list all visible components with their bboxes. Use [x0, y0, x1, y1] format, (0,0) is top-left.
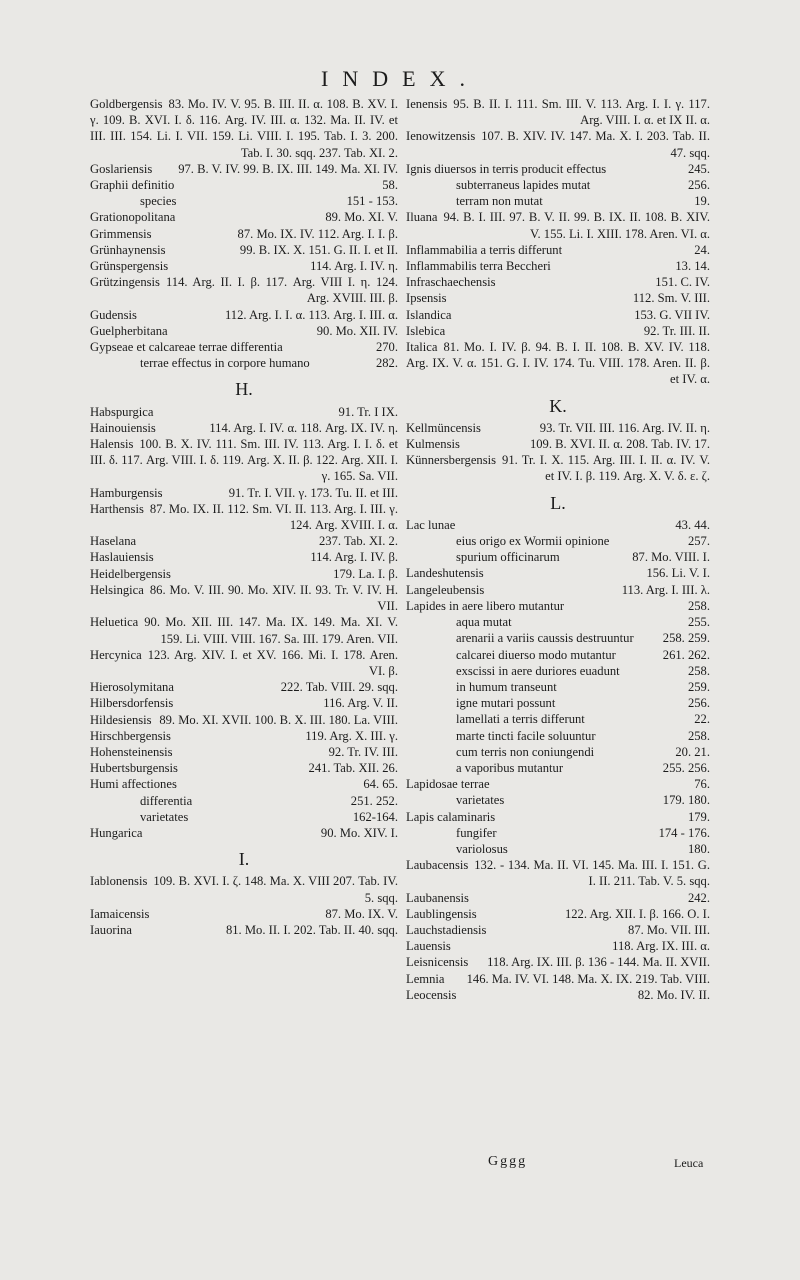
- entry-references: 113. Arg. I. III. λ.: [621, 582, 710, 597]
- index-column-right: [406, 96, 710, 1003]
- index-entry: [406, 776, 710, 792]
- entry-references: 258.: [687, 663, 710, 678]
- entry-term: varietates: [456, 793, 505, 808]
- entry-term: Lac lunae: [406, 517, 456, 532]
- catchword: Leuca: [674, 1156, 704, 1170]
- entry-term: Habspurgica: [90, 404, 154, 419]
- entry-term: lamellati a terris differunt: [456, 712, 585, 727]
- entry-references: 64. 65.: [363, 777, 398, 792]
- entry-term: Hilbersdorfensis: [90, 696, 174, 711]
- entry-term: Landeshutensis: [406, 566, 484, 581]
- entry-term: Heidelbergensis: [90, 566, 171, 581]
- entry-references: 90. Mo. XII. III. 147. Ma. IX. 149. Ma. XI. V. 159. Li. VIII. VIII. 167. Sa. III. 179. Aren. VII.: [144, 615, 398, 646]
- entry-term: Hildesiensis: [90, 712, 152, 727]
- entry-term: Harthensis: [90, 501, 144, 516]
- entry-term: Lauensis: [406, 939, 451, 954]
- index-entry: [90, 307, 398, 323]
- index-entry: [90, 922, 398, 938]
- index-entry: [406, 938, 710, 954]
- entry-references: 114. Arg. I. IV. β.: [310, 550, 398, 565]
- entry-references: 20. 21.: [675, 744, 710, 759]
- entry-references: 109. B. XVI. I. ζ. 148. Ma. X. VIII 207. Tab. IV. 5. sqq.: [153, 874, 398, 905]
- index-entry: [406, 809, 710, 825]
- entry-term: aqua mutat: [456, 615, 512, 630]
- entry-references: 242.: [687, 890, 710, 905]
- index-entry: [90, 695, 398, 711]
- index-entry: [406, 339, 710, 388]
- index-entry: [456, 792, 710, 808]
- entry-references: 237. Tab. XI. 2.: [319, 534, 398, 549]
- index-column-left: [90, 96, 398, 938]
- entry-references: 118. Arg. IX. III. α.: [612, 939, 710, 954]
- index-entry: [90, 582, 398, 614]
- entry-references: 179. 180.: [662, 793, 710, 808]
- entry-references: 258. 259.: [662, 631, 710, 646]
- index-entry: [456, 549, 710, 565]
- index-entry: [90, 161, 398, 177]
- index-entry: [90, 258, 398, 274]
- entry-term: Graphii definitio: [90, 178, 175, 193]
- index-entry: [406, 582, 710, 598]
- entry-term: Iablonensis: [90, 874, 148, 889]
- index-entry: [90, 339, 398, 355]
- index-entry: [140, 809, 398, 825]
- index-entry: [456, 711, 710, 727]
- entry-term: Hierosolymitana: [90, 680, 174, 695]
- entry-term: species: [140, 194, 177, 209]
- index-entry: [90, 404, 398, 420]
- entry-references: 256.: [687, 178, 710, 193]
- index-entry: [140, 193, 398, 209]
- entry-references: 19.: [694, 194, 710, 209]
- section-letter: K.: [549, 395, 567, 416]
- entry-references: 90. Mo. XII. IV.: [316, 323, 398, 338]
- entry-term: Halensis: [90, 437, 134, 452]
- entry-term: Haslauiensis: [90, 550, 154, 565]
- entry-references: 162-164.: [352, 809, 398, 824]
- entry-term: Künnersbergensis: [406, 453, 497, 468]
- entry-term: Kellmüncensis: [406, 420, 481, 435]
- index-entry: [456, 647, 710, 663]
- index-entry: [90, 712, 398, 728]
- entry-term: terrae effectus in corpore humano: [140, 356, 310, 371]
- entry-term: Humi affectiones: [90, 777, 177, 792]
- index-entry: [90, 501, 398, 533]
- entry-term: differentia: [140, 793, 193, 808]
- entry-term: Gypseae et calcareae terrae differentia: [90, 340, 283, 355]
- index-entry: [456, 744, 710, 760]
- entry-references: 259.: [687, 679, 710, 694]
- index-entry: [406, 452, 710, 484]
- entry-term: Hainouiensis: [90, 420, 156, 435]
- entry-references: 270.: [375, 340, 398, 355]
- entry-references: 76.: [694, 777, 710, 792]
- index-entry: [406, 96, 710, 128]
- section-letter: L.: [550, 492, 566, 513]
- index-entry: [456, 679, 710, 695]
- entry-references: 97. B. V. IV. 99. B. IX. III. 149. Ma. XI. IV.: [178, 161, 398, 176]
- section-letter: I.: [238, 849, 250, 870]
- entry-term: Guelpherbitana: [90, 323, 168, 338]
- entry-references: 123. Arg. XIV. I. et XV. 166. Mi. I. 178. Aren. VI. β.: [147, 647, 398, 678]
- entry-references: 83. Mo. IV. V. 95. B. III. II. α. 108. B. XV. I. γ. 109. B. XVI. I. δ. 116. Arg. IV. III. α. 132. Ma. II. IV. et III. III. 154. Li. I. VII. 159. Li. VIII. I. 195. Tab. I. 3. 200. Tab. I. 30. sqq. 237. Tab. XI. 2.: [90, 97, 398, 160]
- entry-term: Haselana: [90, 534, 137, 549]
- entry-term: Iluana: [406, 210, 438, 225]
- entry-term: Lapis calaminaris: [406, 809, 496, 824]
- index-entry: [406, 323, 710, 339]
- entry-references: 132. - 134. Ma. II. VI. 145. Ma. III. I. 151. G. I. II. 211. Tab. V. 5. sqq.: [474, 858, 710, 889]
- entry-term: Grimmensis: [90, 226, 152, 241]
- index-entry: [406, 906, 710, 922]
- index-entry: [90, 420, 398, 436]
- entry-term: Iamaicensis: [90, 906, 150, 921]
- entry-references: 156. Li. V. I.: [646, 566, 710, 581]
- index-entry: [406, 290, 710, 306]
- index-entry: [456, 193, 710, 209]
- entry-references: 251. 252.: [350, 793, 398, 808]
- index-entry: [456, 177, 710, 193]
- index-entry: [406, 209, 710, 241]
- entry-term: Islebica: [406, 323, 446, 338]
- index-entry: [406, 258, 710, 274]
- entry-term: subterraneus lapides mutat: [456, 178, 591, 193]
- entry-term: Hohensteinensis: [90, 744, 173, 759]
- entry-references: 258.: [687, 598, 710, 613]
- index-entry: [456, 841, 710, 857]
- entry-references: 146. Ma. IV. VI. 148. Ma. X. IX. 219. Tab. VIII.: [466, 971, 710, 986]
- entry-term: Laubanensis: [406, 890, 469, 905]
- entry-term: Laubacensis: [406, 858, 469, 873]
- entry-term: Lapides in aere libero mutantur: [406, 598, 565, 613]
- entry-term: exscissi in aere duriores euadunt: [456, 663, 620, 678]
- index-entry: [406, 971, 710, 987]
- entry-references: 114. Arg. I. IV. η.: [310, 259, 398, 274]
- index-entry: [90, 906, 398, 922]
- entry-references: 94. B. I. III. 97. B. V. II. 99. B. IX. II. 108. B. XIV. V. 155. Li. I. XIII. 178. Aren. VI. α.: [443, 210, 710, 241]
- entry-references: 179.: [687, 809, 710, 824]
- entry-references: 87. Mo. VII. III.: [628, 922, 710, 937]
- index-entry: [90, 549, 398, 565]
- entry-term: Grünspergensis: [90, 259, 169, 274]
- signature-mark: Gggg: [488, 1154, 528, 1169]
- entry-term: Helsingica: [90, 582, 144, 597]
- index-entry: [406, 420, 710, 436]
- entry-references: 100. B. X. IV. 111. Sm. III. IV. 113. Arg. I. I. δ. et III. δ. 117. Arg. VIII. I. δ. 119. Arg. X. II. β. 122. Arg. XII. I. γ. 165. Sa. VII.: [90, 437, 398, 484]
- entry-references: 93. Tr. VII. III. 116. Arg. IV. II. η.: [539, 420, 710, 435]
- entry-references: 87. Mo. VIII. I.: [632, 550, 710, 565]
- index-entry: [140, 793, 398, 809]
- entry-references: 81. Mo. II. I. 202. Tab. II. 40. sqq.: [225, 922, 398, 937]
- entry-term: Leocensis: [406, 987, 457, 1002]
- entry-references: 107. B. XIV. IV. 147. Ma. X. I. 203. Tab. II. 47. sqq.: [481, 129, 710, 160]
- index-entry: [90, 566, 398, 582]
- index-entry: [456, 825, 710, 841]
- entry-references: 174 - 176.: [658, 825, 710, 840]
- index-entry: [406, 598, 710, 614]
- index-entry: [406, 242, 710, 258]
- index-entry: [140, 355, 398, 371]
- entry-references: 86. Mo. V. III. 90. Mo. XIV. II. 93. Tr. V. IV. H. VII.: [149, 582, 398, 614]
- index-entry: [90, 533, 398, 549]
- entry-term: eius origo ex Wormii opinione: [456, 534, 610, 549]
- entry-references: 92. Tr. IV. III.: [328, 744, 398, 759]
- entry-references: 89. Mo. XI. V.: [325, 210, 398, 225]
- entry-term: Islandica: [406, 307, 452, 322]
- entry-references: 255.: [687, 615, 710, 630]
- index-entry: [406, 128, 710, 160]
- entry-term: Italica: [406, 340, 438, 355]
- entry-references: 241. Tab. XII. 26.: [308, 761, 398, 776]
- entry-references: 82. Mo. IV. II.: [637, 987, 710, 1002]
- entry-term: varietates: [140, 809, 189, 824]
- entry-references: 122. Arg. XII. I. β. 166. O. I.: [564, 906, 710, 921]
- entry-references: 112. Arg. I. I. α. 113. Arg. I. III. α.: [224, 307, 398, 322]
- entry-references: 95. B. II. I. 111. Sm. III. V. 113. Arg. I. I. γ. 117. Arg. VIII. I. α. et IX II. α.: [453, 97, 710, 128]
- entry-term: Gudensis: [90, 307, 137, 322]
- entry-references: 13. 14.: [675, 259, 710, 274]
- entry-term: Lapidosae terrae: [406, 777, 490, 792]
- index-entry: [406, 565, 710, 581]
- entry-references: 151. C. IV.: [655, 275, 710, 290]
- entry-term: Lemnia: [406, 971, 445, 986]
- entry-references: 118. Arg. IX. III. β. 136 - 144. Ma. II. XVII.: [487, 955, 710, 970]
- entry-references: 112. Sm. V. III.: [632, 291, 710, 306]
- index-entry: [90, 614, 398, 646]
- index-entry: [406, 161, 710, 177]
- index-entry: [406, 857, 710, 889]
- entry-references: 114. Arg. II. I. β. 117. Arg. VIII I. η. 124. Arg. XVIII. III. β.: [165, 275, 398, 306]
- index-entry: [90, 647, 398, 679]
- index-entry: [456, 614, 710, 630]
- entry-references: 43. 44.: [675, 517, 710, 532]
- index-entry: [90, 679, 398, 695]
- index-entry: [406, 517, 710, 533]
- entry-term: Ignis diuersos in terris producit effectus: [406, 161, 607, 176]
- entry-references: 151 - 153.: [346, 194, 398, 209]
- index-entry: [90, 760, 398, 776]
- entry-references: 222. Tab. VIII. 29. sqq.: [280, 680, 398, 695]
- entry-term: Hungarica: [90, 825, 143, 840]
- entry-references: 261. 262.: [662, 647, 710, 662]
- entry-term: Lauchstadiensis: [406, 922, 487, 937]
- index-entry: [90, 242, 398, 258]
- entry-references: 109. B. XVI. II. α. 208. Tab. IV. 17.: [529, 437, 710, 452]
- index-entry: [406, 274, 710, 290]
- entry-term: Goslariensis: [90, 161, 153, 176]
- entry-term: Inflammabilia a terris differunt: [406, 242, 563, 257]
- entry-references: 119. Arg. X. III. γ.: [305, 728, 398, 743]
- entry-term: Infraschaechensis: [406, 275, 496, 290]
- index-entry: [456, 630, 710, 646]
- entry-term: Langeleubensis: [406, 582, 485, 597]
- entry-term: cum terris non coniungendi: [456, 744, 595, 759]
- index-entry: [90, 776, 398, 792]
- section-letter: H.: [235, 379, 253, 400]
- index-entry: [90, 485, 398, 501]
- entry-references: 90. Mo. XIV. I.: [320, 825, 398, 840]
- entry-term: Laublingensis: [406, 906, 477, 921]
- entry-term: Grationopolitana: [90, 210, 176, 225]
- entry-term: spurium officinarum: [456, 550, 560, 565]
- entry-term: Heluetica: [90, 615, 139, 630]
- entry-term: variolosus: [456, 841, 508, 856]
- entry-references: 180.: [687, 841, 710, 856]
- entry-term: Hirschbergensis: [90, 728, 171, 743]
- entry-term: Inflammabilis terra Beccheri: [406, 259, 551, 274]
- index-entry: [456, 728, 710, 744]
- index-entry: [456, 533, 710, 549]
- entry-references: 258.: [687, 728, 710, 743]
- index-entry: [90, 436, 398, 485]
- entry-references: 179. La. I. β.: [333, 566, 398, 581]
- entry-references: 92. Tr. III. II.: [643, 323, 710, 338]
- index-entry: [90, 728, 398, 744]
- entry-term: Ipsensis: [406, 291, 447, 306]
- index-entry: [406, 890, 710, 906]
- entry-term: calcarei diuerso modo mutantur: [456, 647, 616, 662]
- index-entry: [90, 744, 398, 760]
- entry-term: arenarii a variis caussis destruuntur: [456, 631, 634, 646]
- index-entry: [90, 96, 398, 161]
- index-entry: [90, 873, 398, 905]
- entry-term: terram non mutat: [456, 194, 543, 209]
- entry-term: fungifer: [456, 825, 497, 840]
- entry-term: marte tincti facile soluuntur: [456, 728, 596, 743]
- entry-term: Grützingensis: [90, 275, 160, 290]
- index-entry: [406, 436, 710, 452]
- entry-references: 116. Arg. V. II.: [323, 696, 398, 711]
- index-entry: [90, 825, 398, 841]
- index-entry: [90, 323, 398, 339]
- index-entry: [456, 695, 710, 711]
- entry-references: 114. Arg. I. IV. α. 118. Arg. IX. IV. η.: [209, 420, 398, 435]
- entry-term: igne mutari possunt: [456, 696, 556, 711]
- entry-term: Ienensis: [406, 97, 448, 111]
- entry-term: in humum transeunt: [456, 679, 557, 694]
- entry-references: 58.: [382, 178, 398, 193]
- index-entry: [456, 663, 710, 679]
- entry-references: 91. Tr. I. VII. γ. 173. Tu. II. et III.: [228, 485, 398, 500]
- index-entry: [90, 209, 398, 225]
- entry-references: 257.: [687, 534, 710, 549]
- entry-references: 22.: [694, 712, 710, 727]
- entry-references: 87. Mo. IX. V.: [325, 906, 398, 921]
- index-entry: [456, 760, 710, 776]
- entry-references: 245.: [687, 161, 710, 176]
- entry-term: Hercynica: [90, 647, 142, 662]
- entry-term: Hamburgensis: [90, 485, 163, 500]
- entry-references: 81. Mo. I. IV. β. 94. B. I. II. 108. B. XV. IV. 118. Arg. IX. V. α. 151. G. I. IV. 174. Tu. VIII. 178. Aren. II. β. et IV. α.: [406, 340, 710, 387]
- entry-references: 87. Mo. IX. IV. 112. Arg. I. I. β.: [237, 226, 398, 241]
- entry-term: Grünhaynensis: [90, 242, 166, 257]
- entry-references: 91. Tr. I. X. 115. Arg. III. I. II. α. IV. V. et IV. I. β. 119. Arg. X. V. δ. ε. ζ.: [502, 453, 710, 484]
- entry-term: Ienowitzensis: [406, 129, 476, 144]
- index-entry: [90, 274, 398, 306]
- entry-references: 99. B. IX. X. 151. G. II. I. et II.: [239, 242, 398, 257]
- entry-references: 87. Mo. IX. II. 112. Sm. VI. II. 113. Arg. I. III. γ. 124. Arg. XVIII. I. α.: [149, 501, 398, 533]
- index-entry: [90, 177, 398, 193]
- entry-references: 282.: [375, 356, 398, 371]
- entry-term: Kulmensis: [406, 437, 460, 452]
- index-entry: [406, 922, 710, 938]
- index-entry: [90, 226, 398, 242]
- index-entry: [406, 954, 710, 970]
- index-entry: [406, 987, 710, 1003]
- entry-references: 91. Tr. I IX.: [338, 404, 398, 419]
- index-entry: [406, 307, 710, 323]
- entry-term: Iauorina: [90, 922, 132, 937]
- entry-references: 24.: [694, 242, 710, 257]
- entry-term: Goldbergensis: [90, 97, 163, 111]
- entry-term: a vaporibus mutantur: [456, 760, 564, 775]
- page-title: INDEX.: [321, 66, 479, 91]
- entry-references: 89. Mo. XI. XVII. 100. B. X. III. 180. La. VIII.: [159, 712, 398, 727]
- entry-references: 255. 256.: [662, 760, 710, 775]
- entry-term: Leisnicensis: [406, 955, 469, 970]
- entry-references: 256.: [687, 696, 710, 711]
- entry-term: Hubertsburgensis: [90, 761, 178, 776]
- entry-references: 153. G. VII IV.: [634, 307, 710, 322]
